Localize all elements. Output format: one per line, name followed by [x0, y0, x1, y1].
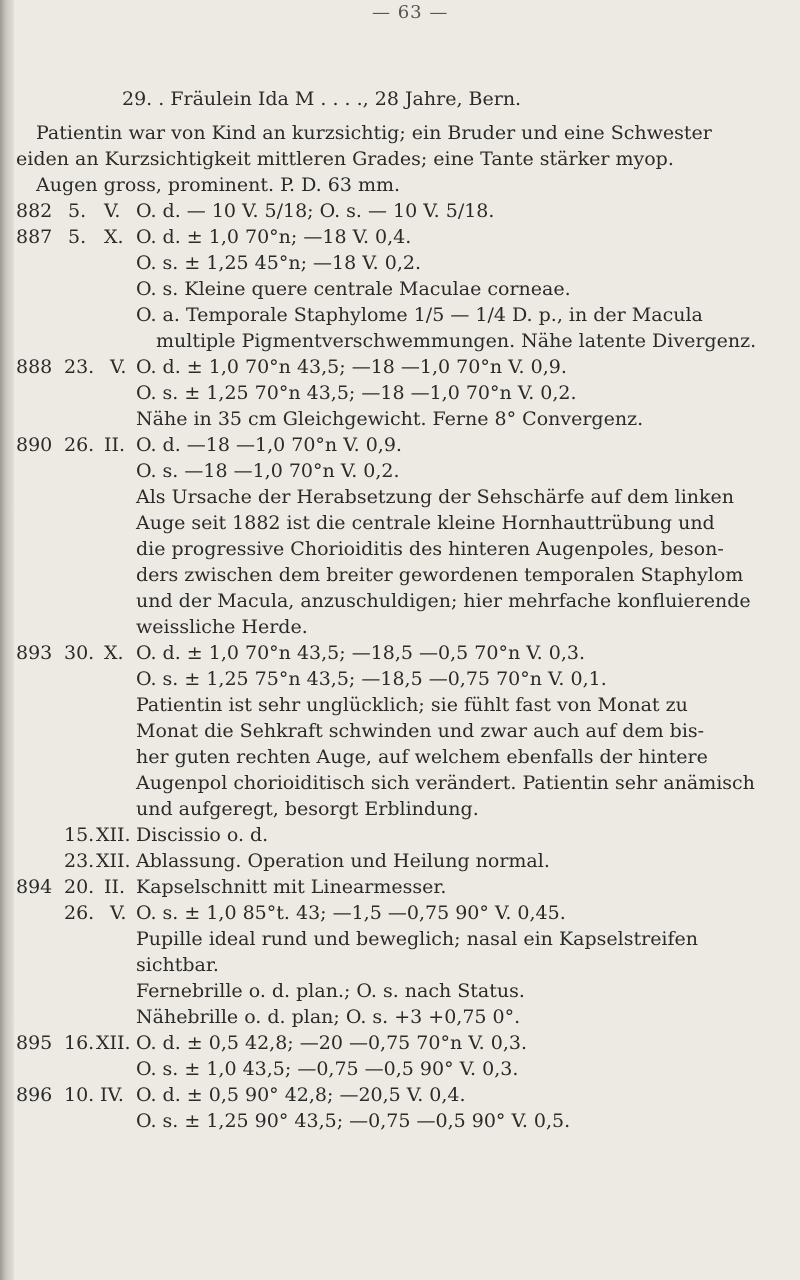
entry-day: 16.	[64, 1032, 95, 1054]
entry-line: Als Ursache der Herabsetzung der Sehschärfe auf dem linken	[136, 486, 735, 508]
entry-month: II.	[104, 434, 126, 456]
entry-line: O. d. ± 1,0 70°n 43,5; —18 —1,0 70°n V. 0,9.	[136, 356, 567, 378]
entry-date: 888	[16, 356, 53, 378]
entry-line: O. s. ± 1,25 90° 43,5; —0,75 —0,5 90° V. 0,5.	[136, 1110, 571, 1132]
entry-line: Kapselschnitt mit Linearmesser.	[136, 876, 447, 898]
entry-line: Ablassung. Operation und Heilung normal.	[136, 850, 550, 872]
entry-day: 23.	[64, 850, 95, 872]
entry-line: O. a. Temporale Staphylome 1/5 — 1/4 D. p., in der Macula	[136, 304, 703, 326]
entry-month: IV.	[100, 1084, 124, 1106]
entry-line: die progressive Chorioiditis des hinteren Augenpoles, beson-	[136, 538, 724, 560]
entry-line: O. s. ± 1,25 70°n 43,5; —18 —1,0 70°n V. 0,2.	[136, 382, 577, 404]
entry-line: O. s. ± 1,0 85°t. 43; —1,5 —0,75 90° V. 0,45.	[136, 902, 566, 924]
entry-line: O. d. ± 0,5 90° 42,8; —20,5 V. 0,4.	[136, 1084, 466, 1106]
case-header: 29. . Fräulein Ida M . . . ., 28 Jahre, Bern.	[122, 88, 522, 110]
entry-date: 894	[16, 876, 53, 898]
page-binding-edge	[0, 0, 14, 1280]
entry-line: Nähe in 35 cm Gleichgewicht. Ferne 8° Convergenz.	[136, 408, 644, 430]
entry-line: O. s. Kleine quere centrale Maculae corneae.	[136, 278, 571, 300]
entry-line: sichtbar.	[136, 954, 219, 976]
entry-line: O. s. ± 1,25 45°n; —18 V. 0,2.	[136, 252, 421, 274]
entry-line: O. s. ± 1,25 75°n 43,5; —18,5 —0,75 70°n V. 0,1.	[136, 668, 607, 690]
entry-line: multiple Pigmentverschwemmungen. Nähe latente Divergenz.	[156, 330, 757, 352]
entry-line: Fernebrille o. d. plan.; O. s. nach Status.	[136, 980, 525, 1002]
entry-day: 15.	[64, 824, 95, 846]
entry-date: 887	[16, 226, 53, 248]
entry-line: O. d. — 10 V. 5/18; O. s. — 10 V. 5/18.	[136, 200, 495, 222]
entry-line: Augenpol chorioiditisch sich verändert. Patientin sehr anämisch	[136, 772, 755, 794]
entry-line: O. s. ± 1,0 43,5; —0,75 —0,5 90° V. 0,3.	[136, 1058, 519, 1080]
entry-line: Patientin ist sehr unglücklich; sie fühlt fast von Monat zu	[136, 694, 688, 716]
entry-line: O. d. —18 —1,0 70°n V. 0,9.	[136, 434, 402, 456]
intro-line: eiden an Kurzsichtigkeit mittleren Grades; eine Tante stärker myop.	[16, 148, 674, 170]
entry-day: 26.	[64, 434, 95, 456]
entry-line: weissliche Herde.	[136, 616, 308, 638]
entry-date: 882	[16, 200, 53, 222]
entry-month: XII.	[96, 1032, 131, 1054]
page-number: — 63 —	[372, 2, 449, 23]
entry-line: Auge seit 1882 ist die centrale kleine Hornhauttrübung und	[136, 512, 715, 534]
entry-day: 23.	[64, 356, 95, 378]
entry-day: 5.	[68, 226, 87, 248]
entry-month: V.	[110, 902, 127, 924]
entry-line: O. d. ± 1,0 70°n; —18 V. 0,4.	[136, 226, 412, 248]
entry-line: Discissio o. d.	[136, 824, 269, 846]
entry-line: Monat die Sehkraft schwinden und zwar auch auf dem bis-	[136, 720, 705, 742]
entry-day: 26.	[64, 902, 95, 924]
entry-line: und aufgeregt, besorgt Erblindung.	[136, 798, 479, 820]
entry-line: O. d. ± 1,0 70°n 43,5; —18,5 —0,5 70°n V. 0,3.	[136, 642, 585, 664]
entry-line: O. s. —18 —1,0 70°n V. 0,2.	[136, 460, 400, 482]
entry-line: ders zwischen dem breiter gewordenen temporalen Staphylom	[136, 564, 744, 586]
entry-month: V.	[104, 200, 121, 222]
entry-month: XII.	[96, 850, 131, 872]
entry-line: und der Macula, anzuschuldigen; hier mehrfache konfluierende	[136, 590, 751, 612]
entry-day: 20.	[64, 876, 95, 898]
entry-date: 893	[16, 642, 53, 664]
entry-day: 10.	[64, 1084, 95, 1106]
entry-month: X.	[104, 226, 124, 248]
entry-day: 5.	[68, 200, 87, 222]
entry-date: 890	[16, 434, 53, 456]
entry-line: O. d. ± 0,5 42,8; —20 —0,75 70°n V. 0,3.	[136, 1032, 527, 1054]
entry-line: Nähebrille o. d. plan; O. s. +3 +0,75 0°.	[136, 1006, 521, 1028]
entry-date: 895	[16, 1032, 53, 1054]
entry-month: II.	[104, 876, 126, 898]
entry-month: XII.	[96, 824, 131, 846]
intro-line: Augen gross, prominent. P. D. 63 mm.	[36, 174, 401, 196]
entry-date: 896	[16, 1084, 53, 1106]
intro-line: Patientin war von Kind an kurzsichtig; ein Bruder und eine Schwester	[36, 122, 712, 144]
entry-month: V.	[110, 356, 127, 378]
entry-line: her guten rechten Auge, auf welchem ebenfalls der hintere	[136, 746, 708, 768]
entry-day: 30.	[64, 642, 95, 664]
entry-month: X.	[104, 642, 124, 664]
entry-line: Pupille ideal rund und beweglich; nasal ein Kapselstreifen	[136, 928, 699, 950]
